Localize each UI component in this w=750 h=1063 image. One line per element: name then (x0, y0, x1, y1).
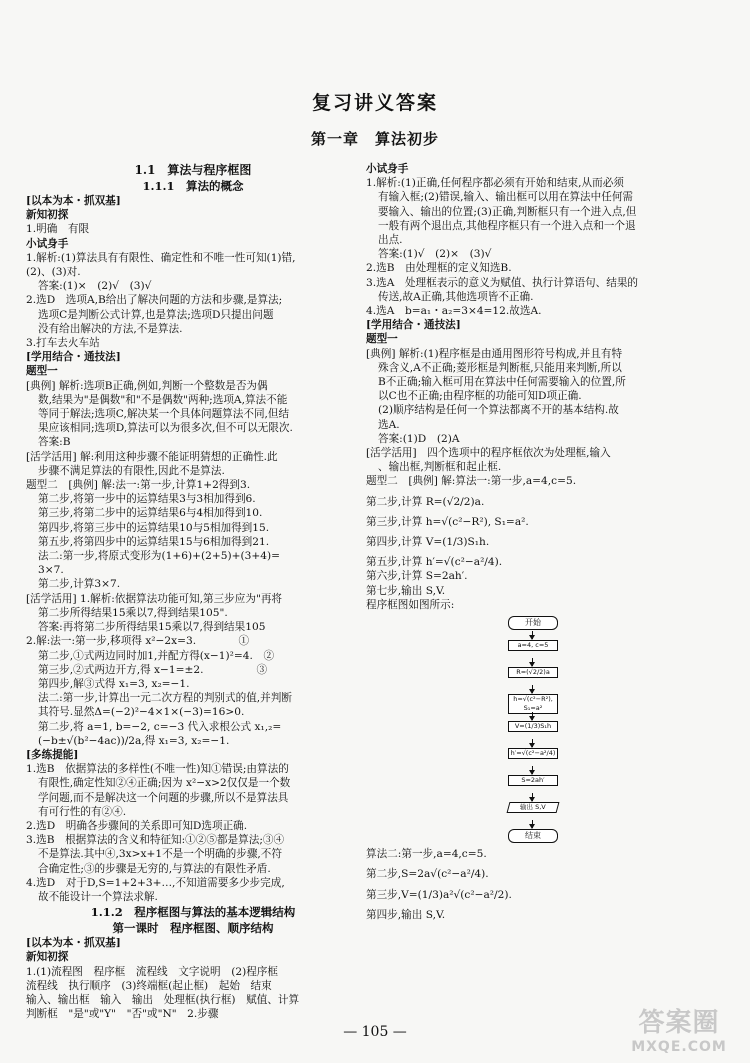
answer-line: 第三步,V=(1/3)a²√(c²−a²/2). (366, 888, 512, 901)
section-heading-2: 1.1.2 程序框图与算法的基本逻辑结构 (90, 905, 296, 920)
flowchart-process-box (508, 775, 558, 786)
answer-line: 第六步,计算 S=2ah′. (366, 570, 468, 583)
answer-line: 步骤不满足算法的有限性,因此不是算法. (38, 464, 225, 477)
section-heading: 1.1 算法与程序框图 (134, 163, 252, 177)
flowchart-terminal (508, 616, 558, 630)
answer-line: 第三步,将第二步中的运算结果6与4相加得到10. (38, 507, 263, 520)
answer-line: 第二步,将第一步中的运算结果3与3相加得到6. (38, 493, 256, 506)
answer-line: 第二步所得结果15乘以7,得到结果105". (38, 606, 228, 619)
answer-line: 合确定性;③的步骤是无穷的,与算法的有限性矛盾. (38, 862, 271, 875)
answer-line: 第二步,将 a=1, b=−2, c=−3 代入求根公式 x₁,₂= (38, 720, 282, 733)
answer-line: [以本为本・抓双基] (26, 937, 121, 950)
flowchart-label: a=4, c=5 (517, 641, 549, 650)
flowchart-label: 开始 (525, 618, 541, 628)
flowchart-arrow (532, 820, 533, 828)
answer-line: 殊含义,A不正确;菱形框是判断框,只能用来判断,所以 (378, 361, 622, 374)
answer-line: 答案:(1)√ (2)× (3)√ (378, 248, 492, 261)
answer-line: 3.打车去火车站 (26, 337, 100, 350)
answer-line: 1.选B 依据算法的多样性(不唯一性)知①错误;由算法的 (26, 763, 289, 776)
answer-line: 4.选A b=a₁・a₂=3×4=12.故选A. (366, 305, 542, 318)
flowchart-arrow (532, 685, 533, 693)
answer-line: [活学活用] 1.解析:依据算法功能可知,第三步应为"再将 (26, 592, 283, 605)
flowchart-arrow (532, 712, 533, 720)
answer-line: 传送,故A正确,其他选项皆不正确. (378, 290, 534, 303)
flowchart-label: V=(1/3)S₁h (514, 722, 552, 731)
answer-line: 第二步,计算 R=(√2/2)a. (366, 495, 485, 508)
answer-line: 2.选D 选项A,B给出了解决问题的方法和步骤,是算法; (26, 294, 283, 307)
answer-line: 1.(1)流程图 程序框 流程线 文字说明 (2)程序框 (26, 965, 278, 978)
answer-line: 第五步,计算 h′=√(c²−a²/4). (366, 556, 503, 569)
answer-line: 新知初探 (26, 209, 69, 222)
answer-line: [学用结合・通技法] (366, 319, 461, 332)
flowchart-arrow (532, 631, 533, 639)
answer-line: 3.选B 根据算法的含义和特征知:①②⑤都是算法;③④ (26, 834, 285, 847)
answer-line: 一般有两个退出点,其他程序框只有一个进入点和一个退 (378, 219, 636, 232)
answer-line: [多练提能] (26, 748, 79, 761)
answer-line: [典例] 解析:选项B正确,例如,判断一个整数是否为偶 (26, 379, 268, 392)
left-column (26, 162, 360, 1021)
answer-line: 新知初探 (26, 951, 69, 964)
right-answers-2 (366, 847, 698, 922)
answer-line: 答案:再将第二步所得结果15乘以7,得到结果105 (38, 621, 266, 634)
flowchart-process-box (508, 667, 558, 678)
answer-line: (2)、(3)对. (26, 266, 81, 279)
answer-line: 选A. (378, 418, 400, 431)
answer-line: 题型一 (26, 365, 58, 378)
answer-line: 故不能设计一个算法求解. (38, 890, 158, 903)
answer-line: 第四步,输出 S,V. (366, 908, 446, 921)
answer-line: [以本为本・抓双基] (26, 195, 121, 207)
answer-line: 题型一 (366, 333, 398, 346)
answer-line: 法二:第一步,将原式变形为(1+6)+(2+5)+(3+4)= (38, 550, 280, 563)
flowchart-label: 结束 (525, 831, 541, 841)
answer-line: 出点. (378, 234, 403, 247)
answer-line: 2.选B 由处理框的定义知选B. (366, 262, 512, 275)
answer-line: 3.选A 处理框表示的意义为赋值、执行计算语句、结果的 (366, 276, 639, 289)
flowchart-label: S=2ah′ (521, 776, 545, 785)
answer-line: 2.选D 明确各步骤间的关系即可知D选项正确. (26, 819, 248, 832)
answer-line: 题型二 [典例] 解:法一:第一步,计算1+2得到3. (26, 479, 251, 492)
answer-line: 以C也不正确;由程序框的功能可知D项正确. (378, 390, 582, 403)
left-answers-2 (26, 936, 360, 1021)
answer-line: 法二:第一步,计算出一元二次方程的判别式的值,并判断 (38, 692, 292, 705)
answer-line: 要输入、输出的位置;(3)正确,判断框只有一个进入点,但 (378, 205, 637, 218)
flowchart-process-box (508, 694, 558, 714)
answer-line: 小试身手 (26, 237, 69, 250)
answer-line: 不是算法.其中④,3x>x+1不是一个明确的步骤,不符 (38, 848, 282, 861)
flowchart (366, 612, 698, 847)
answer-line: 有限性,确定性知②④正确;因为 x²−x>2仅仅是一个数 (38, 777, 291, 790)
flowchart-arrow (532, 766, 533, 774)
answer-line: 答案:(1)× (2)√ (3)√ (38, 280, 152, 293)
answer-line: 1.解析:(1)算法具有有限性、确定性和不唯一性可知(1)错, (26, 251, 296, 264)
answer-line: 有输入框;(2)错误,输入、输出框可以用在算法中任何需 (378, 191, 634, 204)
answer-line: 第二步,①式两边同时加1,并配方得(x−1)²=4. ② (38, 649, 275, 662)
answer-line: 第四步,将第三步中的运算结果10与5相加得到15. (38, 521, 270, 534)
answer-line: 2.解:法一:第一步,移项得 x²−2x=3. ① (26, 635, 250, 648)
flowchart-terminal (508, 829, 558, 843)
answer-line: 第三步,②式两边开方,得 x−1=±2. ③ (38, 663, 268, 676)
answer-line: 程序框图如图所示: (366, 598, 455, 611)
answer-line: (2)顺序结构是任何一个算法都离不开的基本结构.故 (378, 404, 619, 417)
flowchart-arrow (532, 658, 533, 666)
answer-line: 第二步,S=2a√(c²−a²/4). (366, 868, 489, 881)
answer-line: [活学活用] 四个选项中的程序框依次为处理框,输入 (366, 447, 611, 460)
page-title: 复习讲义答案 (311, 92, 438, 114)
answer-line: [典例] 解析:(1)程序框是由通用图形符号构成,并且有特 (366, 347, 623, 360)
answer-line: 其符号.显然Δ=(−2)²−4×1×(−3)=16>0. (38, 706, 245, 719)
flowchart-label: R=(√2/2)a (516, 668, 550, 677)
answer-line: 流程线 执行顺序 (3)终端框(起止框) 起始 结束 (26, 979, 272, 992)
answer-line: 选项C是判断公式计算,也是算法;选项D只提出问题 (38, 308, 274, 321)
answer-line: 4.选D 对于D,S=1+2+3+…,不知道需要多少步完成, (26, 876, 285, 889)
answer-line: 数,结果为"是偶数"和"不是偶数"两种;选项A,算法不能 (38, 393, 288, 406)
subsection-heading-2: 第一课时 程序框图、顺序结构 (112, 921, 274, 936)
answer-line: 答案:B (38, 436, 71, 449)
subsection-heading: 1.1.1 算法的概念 (142, 179, 244, 193)
chapter-heading: 第一章 算法初步 (310, 130, 439, 148)
flowchart-process-box (508, 640, 558, 651)
answer-line: 题型二 [典例] 解:算法一:第一步,a=4,c=5. (366, 475, 577, 488)
answer-line: 算法二:第一步,a=4,c=5. (366, 848, 487, 861)
answer-line: 第三步,计算 h=√(c²−R²), S₁=a². (366, 515, 529, 528)
flowchart-arrow (532, 793, 533, 801)
answer-line: 判断框 "是"或"Y" "否"或"N" 2.步骤 (26, 1008, 219, 1021)
flowchart-process-box (508, 721, 558, 732)
answer-line: 1.明确 有限 (26, 223, 90, 236)
answer-line: 答案:(1)D (2)A (378, 432, 460, 445)
answer-line: 第五步,将第四步中的运算结果15与6相加得到21. (38, 535, 270, 548)
answer-line: 没有给出解决的方法,不是算法. (38, 322, 183, 335)
answer-line: B不正确;输入框可用在算法中任何需要输入的位置,所 (378, 376, 626, 389)
answer-line: (−b±√(b²−4ac))/2a,得 x₁=3, x₂=−1. (38, 734, 230, 747)
watermark-url: MXQE.COM (631, 1039, 727, 1055)
answer-line: [活学活用] 解:利用这种步骤不能证明猜想的正确性.此 (26, 450, 278, 463)
left-answers (26, 194, 360, 904)
answer-line: 1.解析:(1)正确,任何程序都必须有开始和结束,从而必须 (366, 177, 624, 190)
answer-line: 有可行性的有②④. (38, 805, 127, 818)
answer-line: 输入、输出框 输入 输出 处理框(执行框) 赋值、计算 (26, 993, 300, 1006)
answer-line: 第四步,计算 V=(1/3)S₁h. (366, 536, 490, 549)
right-column (366, 162, 698, 922)
answer-line: 、输出框,判断框和起止框. (378, 461, 502, 474)
flowchart-io-box (507, 802, 560, 813)
flowchart-label: h′=√(c²−a²/4) (510, 749, 556, 758)
flowchart-arrow (532, 739, 533, 747)
right-answers (366, 162, 698, 612)
answer-line: 果应该相同;选项D,算法可以为很多次,但不可以无限次. (38, 422, 293, 435)
answer-line: 第四步,解③式得 x₁=3, x₂=−1. (38, 677, 190, 690)
answer-line: [学用结合・通技法] (26, 351, 121, 364)
flowchart-label: h=√(c²−R²), S₁=a² (513, 695, 553, 713)
answer-line: 3×7. (38, 564, 64, 577)
answer-line: 小试身手 (366, 163, 409, 175)
page-number: — 105 — (343, 1024, 407, 1040)
flowchart-process-box (508, 748, 558, 759)
flowchart-label: 输出 S,V (520, 803, 546, 812)
answer-line: 等同于解法;选项C,解决某一个具体问题算法不同,但结 (38, 408, 290, 421)
answer-line: 第二步,计算3×7. (38, 578, 121, 591)
answer-line: 第七步,输出 S,V. (366, 584, 446, 597)
answer-line: 学问题,而不是解决这一个问题的步骤,所以不是算法具 (38, 791, 289, 804)
watermark-text: 答案圈 (638, 1008, 720, 1038)
watermark-logo (614, 1002, 744, 1055)
